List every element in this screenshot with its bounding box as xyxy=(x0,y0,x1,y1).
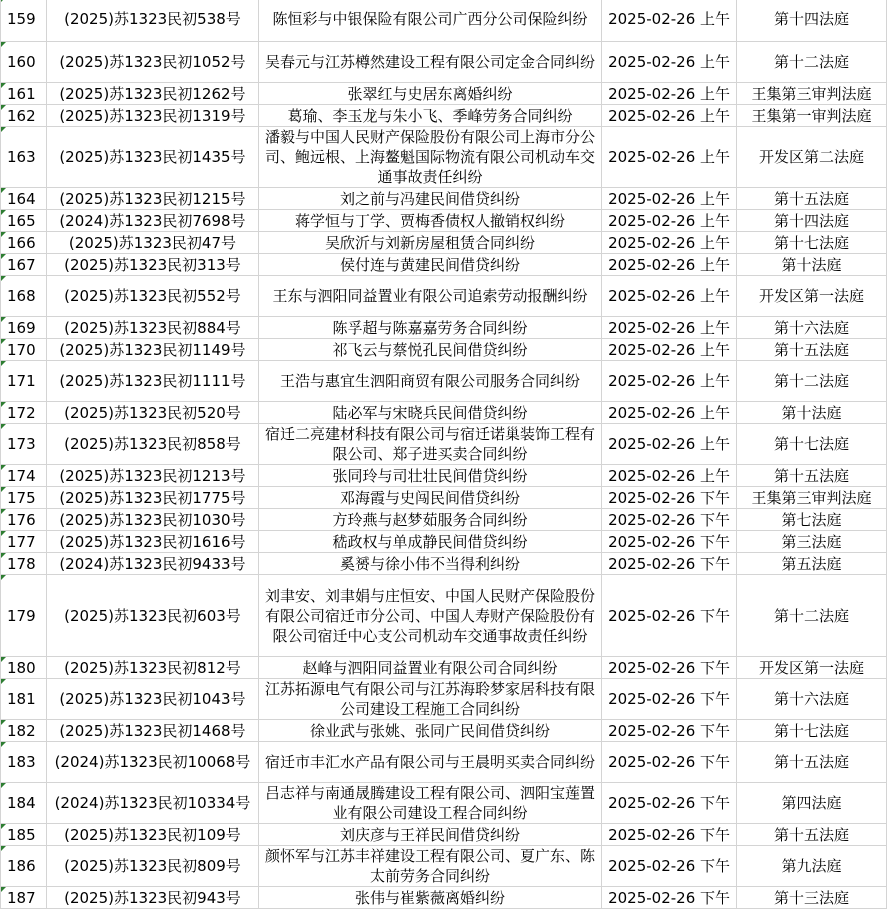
case-number-cell[interactable]: (2025)苏1323民初1111号 xyxy=(46,361,258,402)
case-number-cell[interactable]: (2025)苏1323民初1030号 xyxy=(46,509,258,531)
hearing-time-cell[interactable]: 2025-02-26 上午 xyxy=(602,254,737,276)
case-title-cell[interactable]: 祁飞云与蔡悦孔民间借贷纠纷 xyxy=(258,339,601,361)
courtroom-cell[interactable]: 第七法庭 xyxy=(737,509,887,531)
table-row xyxy=(1,824,887,846)
hearing-time-cell[interactable]: 2025-02-26 下午 xyxy=(602,720,737,742)
hearing-time-cell[interactable]: 2025-02-26 上午 xyxy=(602,42,737,83)
table-row xyxy=(1,657,887,679)
case-title-cell[interactable]: 吴欣沂与刘新房屋租赁合同纠纷 xyxy=(258,232,601,254)
case-title-cell[interactable]: 陆必军与宋晓兵民间借贷纠纷 xyxy=(258,402,601,424)
row-number-cell[interactable]: 159 xyxy=(1,0,47,42)
hearing-time-cell[interactable]: 2025-02-26 上午 xyxy=(602,402,737,424)
case-number-cell[interactable]: (2025)苏1323民初520号 xyxy=(46,402,258,424)
row-number-cell[interactable]: 186 xyxy=(1,846,47,887)
case-title-cell[interactable]: 徐业武与张姚、张同广民间借贷纠纷 xyxy=(258,720,601,742)
table-row xyxy=(1,127,887,188)
case-number-cell[interactable]: (2025)苏1323民初1319号 xyxy=(46,105,258,127)
courtroom-cell[interactable]: 第十七法庭 xyxy=(737,720,887,742)
case-number-cell[interactable]: (2025)苏1323民初1149号 xyxy=(46,339,258,361)
courtroom-cell[interactable]: 第十七法庭 xyxy=(737,232,887,254)
table-row xyxy=(1,887,887,909)
courtroom-cell[interactable]: 第三法庭 xyxy=(737,531,887,553)
hearing-time-cell[interactable]: 2025-02-26 上午 xyxy=(602,276,737,317)
table-row xyxy=(1,42,887,83)
table-row xyxy=(1,553,887,575)
row-number-cell[interactable]: 177 xyxy=(1,531,47,553)
courtroom-cell[interactable]: 第十法庭 xyxy=(737,402,887,424)
case-number-cell[interactable]: (2025)苏1323民初1775号 xyxy=(46,487,258,509)
row-number-cell[interactable]: 165 xyxy=(1,210,47,232)
case-title-cell[interactable]: 颜怀军与江苏丰祥建设工程有限公司、夏广东、陈太前劳务合同纠纷 xyxy=(258,846,601,887)
case-number-cell[interactable]: (2025)苏1323民初538号 xyxy=(46,0,258,42)
courtroom-cell[interactable]: 第十五法庭 xyxy=(737,742,887,783)
hearing-time-cell[interactable]: 2025-02-26 上午 xyxy=(602,188,737,210)
hearing-time-cell[interactable]: 2025-02-26 上午 xyxy=(602,361,737,402)
case-number-cell[interactable]: (2025)苏1323民初552号 xyxy=(46,276,258,317)
row-number-cell[interactable]: 172 xyxy=(1,402,47,424)
hearing-time-cell[interactable]: 2025-02-26 下午 xyxy=(602,575,737,657)
courtroom-cell[interactable]: 第十四法庭 xyxy=(737,210,887,232)
hearing-time-cell[interactable]: 2025-02-26 下午 xyxy=(602,531,737,553)
courtroom-cell[interactable]: 王集第三审判法庭 xyxy=(737,487,887,509)
row-number-cell[interactable]: 182 xyxy=(1,720,47,742)
case-number-cell[interactable]: (2025)苏1323民初1213号 xyxy=(46,465,258,487)
hearing-time-cell[interactable]: 2025-02-26 下午 xyxy=(602,509,737,531)
courtroom-cell[interactable]: 第十五法庭 xyxy=(737,824,887,846)
courtroom-cell[interactable]: 第十五法庭 xyxy=(737,188,887,210)
case-title-cell[interactable]: 邓海霞与史闯民间借贷纠纷 xyxy=(258,487,601,509)
case-title-cell[interactable]: 王东与泗阳同益置业有限公司追索劳动报酬纠纷 xyxy=(258,276,601,317)
table-row xyxy=(1,361,887,402)
row-number-cell[interactable]: 168 xyxy=(1,276,47,317)
table-row xyxy=(1,465,887,487)
hearing-time-cell[interactable]: 2025-02-26 下午 xyxy=(602,887,737,909)
row-number-cell[interactable]: 185 xyxy=(1,824,47,846)
case-title-cell[interactable]: 嵇政权与单成静民间借贷纠纷 xyxy=(258,531,601,553)
row-number-cell[interactable]: 175 xyxy=(1,487,47,509)
hearing-time-cell[interactable]: 2025-02-26 上午 xyxy=(602,0,737,42)
hearing-time-cell[interactable]: 2025-02-26 上午 xyxy=(602,465,737,487)
courtroom-cell[interactable]: 第十二法庭 xyxy=(737,42,887,83)
courtroom-cell[interactable]: 第十法庭 xyxy=(737,254,887,276)
row-number-cell[interactable]: 160 xyxy=(1,42,47,83)
case-number-cell[interactable]: (2025)苏1323民初1616号 xyxy=(46,531,258,553)
table-row xyxy=(1,339,887,361)
row-number-cell[interactable]: 184 xyxy=(1,783,47,824)
courtroom-cell[interactable]: 第十二法庭 xyxy=(737,575,887,657)
table-row xyxy=(1,679,887,720)
hearing-time-cell[interactable]: 2025-02-26 上午 xyxy=(602,105,737,127)
hearing-time-cell[interactable]: 2025-02-26 上午 xyxy=(602,210,737,232)
case-number-cell[interactable]: (2025)苏1323民初812号 xyxy=(46,657,258,679)
row-number-cell[interactable]: 173 xyxy=(1,424,47,465)
courtroom-cell[interactable]: 王集第三审判法庭 xyxy=(737,83,887,105)
table-row xyxy=(1,575,887,657)
table-row xyxy=(1,254,887,276)
hearing-time-cell[interactable]: 2025-02-26 下午 xyxy=(602,657,737,679)
case-title-cell[interactable]: 陈孚超与陈嘉嘉劳务合同纠纷 xyxy=(258,317,601,339)
case-number-cell[interactable]: (2025)苏1323民初47号 xyxy=(46,232,258,254)
table-row xyxy=(1,509,887,531)
courtroom-cell[interactable]: 第五法庭 xyxy=(737,553,887,575)
case-title-cell[interactable]: 奚赟与徐小伟不当得利纠纷 xyxy=(258,553,601,575)
row-number-cell[interactable]: 183 xyxy=(1,742,47,783)
case-number-cell[interactable]: (2025)苏1323民初1262号 xyxy=(46,83,258,105)
courtroom-cell[interactable]: 第十六法庭 xyxy=(737,679,887,720)
hearing-time-cell[interactable]: 2025-02-26 上午 xyxy=(602,232,737,254)
row-number-cell[interactable]: 166 xyxy=(1,232,47,254)
hearing-time-cell[interactable]: 2025-02-26 上午 xyxy=(602,424,737,465)
row-number-cell[interactable]: 170 xyxy=(1,339,47,361)
table-row xyxy=(1,720,887,742)
hearing-time-cell[interactable]: 2025-02-26 下午 xyxy=(602,783,737,824)
hearing-time-cell[interactable]: 2025-02-26 上午 xyxy=(602,317,737,339)
row-number-cell[interactable]: 171 xyxy=(1,361,47,402)
table-row xyxy=(1,487,887,509)
case-title-cell[interactable]: 江苏拓源电气有限公司与江苏海聆梦家居科技有限公司建设工程施工合同纠纷 xyxy=(258,679,601,720)
hearing-time-cell[interactable]: 2025-02-26 下午 xyxy=(602,824,737,846)
case-title-cell[interactable]: 陈恒彩与中银保险有限公司广西分公司保险纠纷 xyxy=(258,0,601,42)
case-number-cell[interactable]: (2025)苏1323民初109号 xyxy=(46,824,258,846)
case-title-cell[interactable]: 蒋学恒与丁学、贾梅香债权人撤销权纠纷 xyxy=(258,210,601,232)
case-title-cell[interactable]: 宿迁二亮建材科技有限公司与宿迁诺巢装饰工程有限公司、郑子进买卖合同纠纷 xyxy=(258,424,601,465)
row-number-cell[interactable]: 181 xyxy=(1,679,47,720)
hearing-time-cell[interactable]: 2025-02-26 下午 xyxy=(602,553,737,575)
courtroom-cell[interactable]: 第十五法庭 xyxy=(737,465,887,487)
hearing-time-cell[interactable]: 2025-02-26 下午 xyxy=(602,846,737,887)
table-row xyxy=(1,188,887,210)
courtroom-cell[interactable]: 第四法庭 xyxy=(737,783,887,824)
case-title-cell[interactable]: 刘之前与冯建民间借贷纠纷 xyxy=(258,188,601,210)
case-number-cell[interactable]: (2025)苏1323民初1052号 xyxy=(46,42,258,83)
row-number-cell[interactable]: 169 xyxy=(1,317,47,339)
hearing-time-cell[interactable]: 2025-02-26 下午 xyxy=(602,742,737,783)
courtroom-cell[interactable]: 第十七法庭 xyxy=(737,424,887,465)
courtroom-cell[interactable]: 开发区第一法庭 xyxy=(737,276,887,317)
courtroom-cell[interactable]: 第十五法庭 xyxy=(737,339,887,361)
case-number-cell[interactable]: (2025)苏1323民初809号 xyxy=(46,846,258,887)
table-row xyxy=(1,783,887,824)
case-number-cell[interactable]: (2025)苏1323民初943号 xyxy=(46,887,258,909)
case-title-cell[interactable]: 刘庆彦与王祥民间借贷纠纷 xyxy=(258,824,601,846)
row-number-cell[interactable]: 164 xyxy=(1,188,47,210)
case-title-cell[interactable]: 张同玲与司壮壮民间借贷纠纷 xyxy=(258,465,601,487)
courtroom-cell[interactable]: 开发区第二法庭 xyxy=(737,127,887,188)
case-number-cell[interactable]: (2025)苏1323民初1215号 xyxy=(46,188,258,210)
row-number-cell[interactable]: 176 xyxy=(1,509,47,531)
hearing-time-cell[interactable]: 2025-02-26 下午 xyxy=(602,487,737,509)
case-title-cell[interactable]: 张伟与崔紫薇离婚纠纷 xyxy=(258,887,601,909)
row-number-cell[interactable]: 174 xyxy=(1,465,47,487)
case-title-cell[interactable]: 张翠红与史居东离婚纠纷 xyxy=(258,83,601,105)
courtroom-cell[interactable]: 第十六法庭 xyxy=(737,317,887,339)
table-row xyxy=(1,0,887,42)
courtroom-cell[interactable]: 第十四法庭 xyxy=(737,0,887,42)
row-number-cell[interactable]: 187 xyxy=(1,887,47,909)
table-row xyxy=(1,276,887,317)
case-number-cell[interactable]: (2025)苏1323民初858号 xyxy=(46,424,258,465)
table-row xyxy=(1,742,887,783)
case-title-cell[interactable]: 方玲燕与赵梦茹服务合同纠纷 xyxy=(258,509,601,531)
case-number-cell[interactable]: (2024)苏1323民初10068号 xyxy=(46,742,258,783)
courtroom-cell[interactable]: 王集第一审判法庭 xyxy=(737,105,887,127)
courtroom-cell[interactable]: 开发区第一法庭 xyxy=(737,657,887,679)
table-row xyxy=(1,232,887,254)
courtroom-cell[interactable]: 第十三法庭 xyxy=(737,887,887,909)
case-title-cell[interactable]: 潘毅与中国人民财产保险股份有限公司上海市分公司、鲍远根、上海鳌魁国际物流有限公司机动车交通事故责任纠纷 xyxy=(258,127,601,188)
row-number-cell[interactable]: 161 xyxy=(1,83,47,105)
case-number-cell[interactable]: (2025)苏1323民初884号 xyxy=(46,317,258,339)
hearing-time-cell[interactable]: 2025-02-26 下午 xyxy=(602,679,737,720)
case-number-cell[interactable]: (2025)苏1323民初1468号 xyxy=(46,720,258,742)
row-number-cell[interactable]: 162 xyxy=(1,105,47,127)
table-row xyxy=(1,105,887,127)
case-number-cell[interactable]: (2024)苏1323民初10334号 xyxy=(46,783,258,824)
case-number-cell[interactable]: (2024)苏1323民初7698号 xyxy=(46,210,258,232)
case-number-cell[interactable]: (2025)苏1323民初1435号 xyxy=(46,127,258,188)
case-title-cell[interactable]: 吕志祥与南通晟腾建设工程有限公司、泗阳宝莲置业有限公司建设工程合同纠纷 xyxy=(258,783,601,824)
case-number-cell[interactable]: (2025)苏1323民初603号 xyxy=(46,575,258,657)
hearing-time-cell[interactable]: 2025-02-26 上午 xyxy=(602,127,737,188)
row-number-cell[interactable]: 180 xyxy=(1,657,47,679)
hearing-time-cell[interactable]: 2025-02-26 上午 xyxy=(602,339,737,361)
courtroom-cell[interactable]: 第十二法庭 xyxy=(737,361,887,402)
hearing-time-cell[interactable]: 2025-02-26 上午 xyxy=(602,83,737,105)
row-number-cell[interactable]: 167 xyxy=(1,254,47,276)
row-number-cell[interactable]: 163 xyxy=(1,127,47,188)
case-title-cell[interactable]: 侯付连与黄建民间借贷纠纷 xyxy=(258,254,601,276)
case-number-cell[interactable]: (2025)苏1323民初1043号 xyxy=(46,679,258,720)
table-row xyxy=(1,424,887,465)
case-number-cell[interactable]: (2024)苏1323民初9433号 xyxy=(46,553,258,575)
case-title-cell[interactable]: 吴春元与江苏樽然建设工程有限公司定金合同纠纷 xyxy=(258,42,601,83)
row-number-cell[interactable]: 179 xyxy=(1,575,47,657)
case-title-cell[interactable]: 刘聿安、刘聿娟与庄恒安、中国人民财产保险股份有限公司宿迁市分公司、中国人寿财产保险股份有限公司宿迁中心支公司机动车交通事故责任纠纷 xyxy=(258,575,601,657)
case-title-cell[interactable]: 宿迁市丰汇水产品有限公司与王晨明买卖合同纠纷 xyxy=(258,742,601,783)
table-row xyxy=(1,317,887,339)
row-number-cell[interactable]: 178 xyxy=(1,553,47,575)
table-row xyxy=(1,846,887,887)
table-row xyxy=(1,531,887,553)
case-number-cell[interactable]: (2025)苏1323民初313号 xyxy=(46,254,258,276)
courtroom-cell[interactable]: 第九法庭 xyxy=(737,846,887,887)
hearing-schedule-body xyxy=(1,0,887,909)
case-title-cell[interactable]: 葛瑜、李玉龙与朱小飞、季峰劳务合同纠纷 xyxy=(258,105,601,127)
table-row xyxy=(1,83,887,105)
case-title-cell[interactable]: 赵峰与泗阳同益置业有限公司合同纠纷 xyxy=(258,657,601,679)
table-row xyxy=(1,210,887,232)
case-title-cell[interactable]: 王浩与惠宜生泗阳商贸有限公司服务合同纠纷 xyxy=(258,361,601,402)
table-row xyxy=(1,402,887,424)
